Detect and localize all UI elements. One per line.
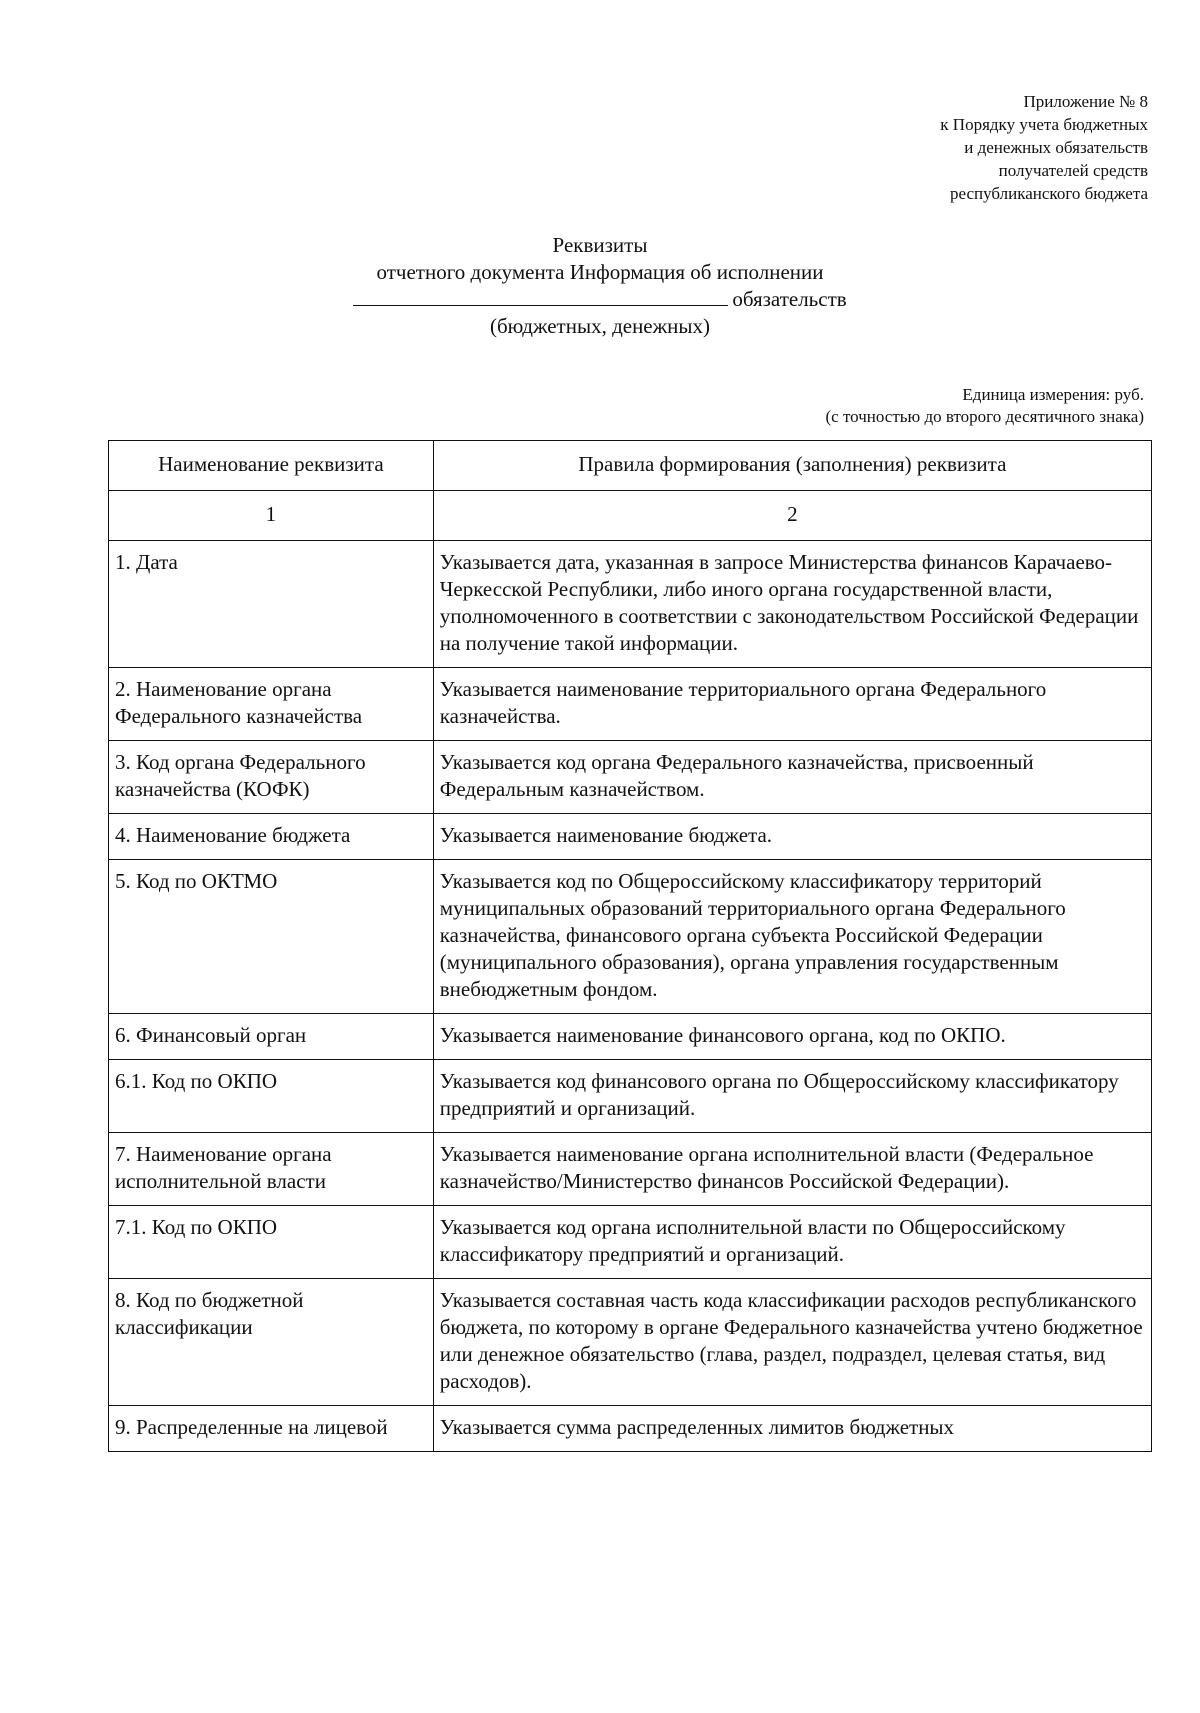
appendix-line: республиканского бюджета bbox=[950, 184, 1148, 203]
appendix-line: и денежных обязательств bbox=[964, 138, 1148, 157]
requisite-rule: Указывается наименование органа исполнительной власти (Федеральное казначейство/Министерство финансов Российской Федерации). bbox=[433, 1133, 1151, 1206]
requisite-name: 1. Дата bbox=[109, 541, 434, 668]
requisites-table bbox=[108, 440, 1152, 1452]
column-number-1: 1 bbox=[109, 491, 434, 541]
table-row bbox=[109, 1279, 1152, 1406]
requisite-name: 7. Наименование органа исполнительной власти bbox=[109, 1133, 434, 1206]
header-requisite-name: Наименование реквизита bbox=[109, 441, 434, 491]
title-line-2: отчетного документа Информация об исполнении bbox=[376, 260, 824, 284]
title-line-3 bbox=[0, 286, 1200, 313]
table-row bbox=[109, 814, 1152, 860]
table-row bbox=[109, 741, 1152, 814]
table-row bbox=[109, 860, 1152, 1014]
document-title bbox=[0, 232, 1200, 340]
title-line-1: Реквизиты bbox=[552, 233, 648, 257]
title-line-4: (бюджетных, денежных) bbox=[490, 314, 710, 338]
table-row bbox=[109, 1206, 1152, 1279]
units-line-2: (с точностью до второго десятичного знака) bbox=[825, 407, 1144, 426]
requisite-rule: Указывается код по Общероссийскому классификатору территорий муниципальных образований территориального органа Федерального казначейства, финансового органа субъекта Российской Федерации (муниципального образования), органа управления государственным внебюджетным фондом. bbox=[433, 860, 1151, 1014]
column-number-row bbox=[109, 491, 1152, 541]
requisite-rule: Указывается код органа исполнительной власти по Общероссийскому классификатору предприятий и организаций. bbox=[433, 1206, 1151, 1279]
table-row bbox=[109, 1014, 1152, 1060]
requisite-rule: Указывается код органа Федерального казначейства, присвоенный Федеральным казначейством. bbox=[433, 741, 1151, 814]
table-header-row bbox=[109, 441, 1152, 491]
requisite-rule: Указывается сумма распределенных лимитов бюджетных bbox=[433, 1406, 1151, 1452]
requisite-name: 4. Наименование бюджета bbox=[109, 814, 434, 860]
requisite-name: 6.1. Код по ОКПО bbox=[109, 1060, 434, 1133]
appendix-line: получателей средств bbox=[998, 161, 1148, 180]
header-requisite-rules: Правила формирования (заполнения) реквизита bbox=[433, 441, 1151, 491]
requisite-rule: Указывается наименование территориального органа Федерального казначейства. bbox=[433, 668, 1151, 741]
units-line-1: Единица измерения: руб. bbox=[962, 385, 1144, 404]
requisite-name: 9. Распределенные на лицевой bbox=[109, 1406, 434, 1452]
requisite-rule: Указывается дата, указанная в запросе Министерства финансов Карачаево-Черкесской Республики, либо иного органа государственной власти, уполномоченного в соответствии с законодательством Российской Федерации на получение такой информации. bbox=[433, 541, 1151, 668]
title-line-3-text: обязательств bbox=[732, 287, 847, 311]
requisite-name: 2. Наименование органа Федерального казначейства bbox=[109, 668, 434, 741]
requisite-rule: Указывается наименование финансового органа, код по ОКПО. bbox=[433, 1014, 1151, 1060]
requisite-rule: Указывается код финансового органа по Общероссийскому классификатору предприятий и организаций. bbox=[433, 1060, 1151, 1133]
requisite-name: 3. Код органа Федерального казначейства (КОФК) bbox=[109, 741, 434, 814]
requisite-name: 8. Код по бюджетной классификации bbox=[109, 1279, 434, 1406]
requisite-name: 5. Код по ОКТМО bbox=[109, 860, 434, 1014]
table-row bbox=[109, 1133, 1152, 1206]
requisite-name: 6. Финансовый орган bbox=[109, 1014, 434, 1060]
column-number-2: 2 bbox=[433, 491, 1151, 541]
requisite-rule: Указывается составная часть кода классификации расходов республиканского бюджета, по которому в органе Федерального казначейства учтено бюджетное или денежное обязательство (глава, раздел, подраздел, целевая статья, вид расходов). bbox=[433, 1279, 1151, 1406]
requisite-rule: Указывается наименование бюджета. bbox=[433, 814, 1151, 860]
appendix-line: к Порядку учета бюджетных bbox=[940, 115, 1148, 134]
table-row bbox=[109, 541, 1152, 668]
appendix-line: Приложение № 8 bbox=[1023, 92, 1148, 111]
table-row bbox=[109, 1406, 1152, 1452]
table-row bbox=[109, 1060, 1152, 1133]
table-row bbox=[109, 668, 1152, 741]
requisite-name: 7.1. Код по ОКПО bbox=[109, 1206, 434, 1279]
appendix-note bbox=[940, 90, 1148, 205]
blank-underline bbox=[353, 287, 728, 306]
units-note bbox=[825, 384, 1144, 428]
